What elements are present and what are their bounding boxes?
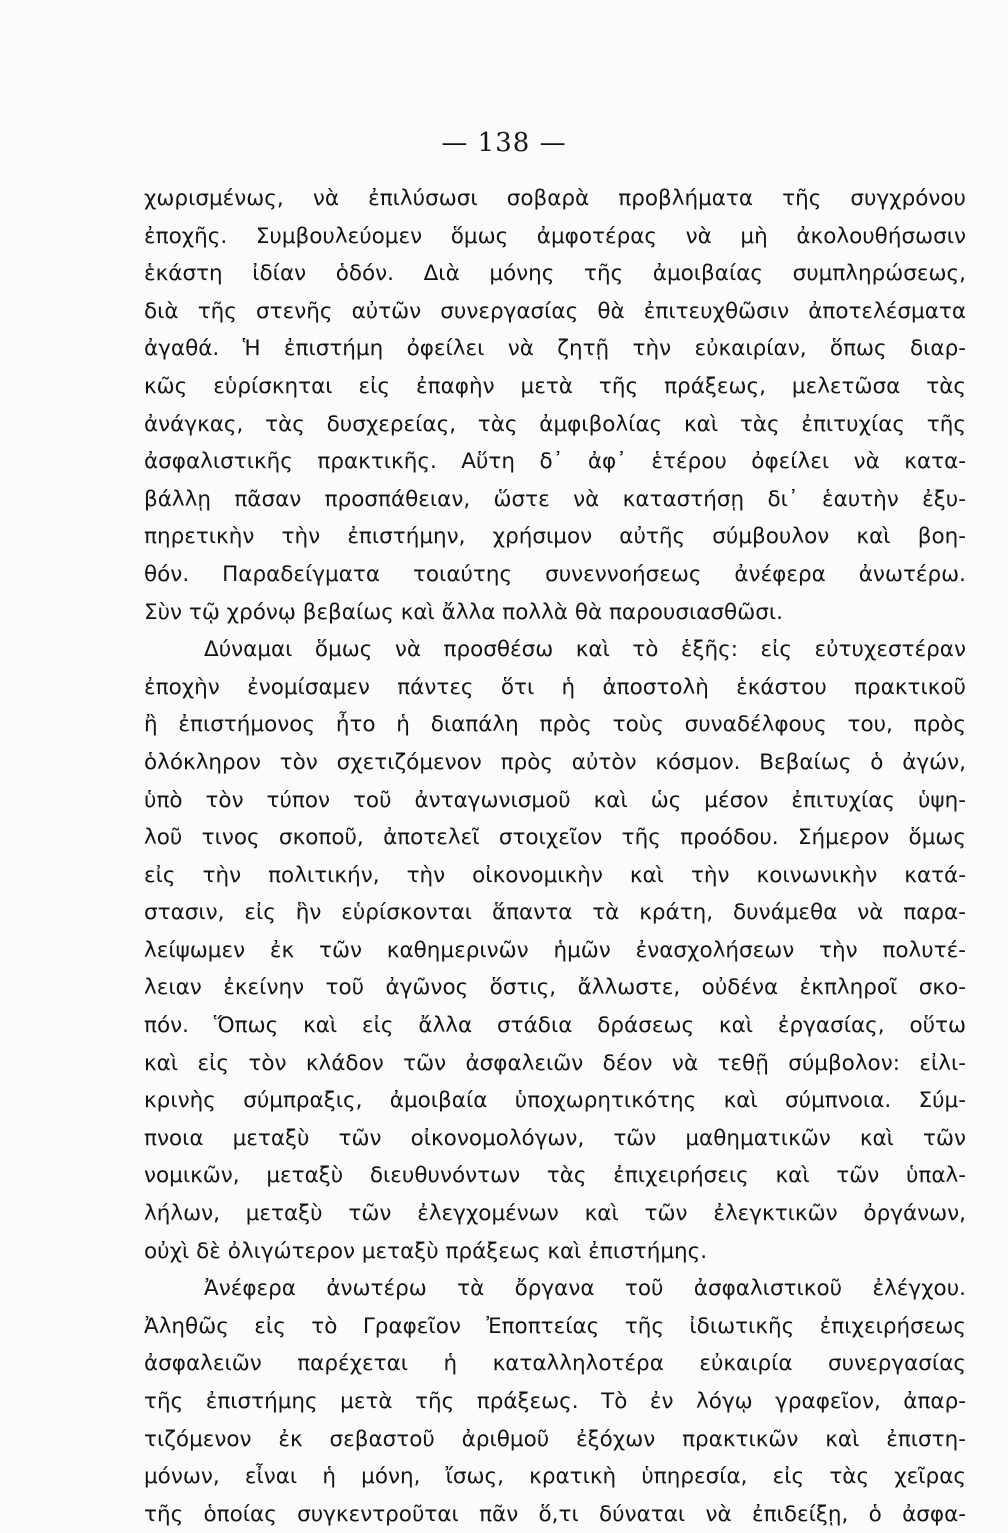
text-line: τῆς ὁποίας συγκεντροῦται πᾶν ὅ,τι δύναται νὰ ἐπιδείξῃ, ὁ ἀσφα- [144, 1501, 966, 1527]
text-line: Σὺν τῷ χρόνῳ βεβαίως καὶ ἄλλα πολλὰ θὰ παρουσιασθῶσι. [144, 599, 783, 625]
text-line: στασιν, εἰς ἣν εὑρίσκονται ἅπαντα τὰ κράτη, δυνάμεθα νὰ παρα- [144, 900, 966, 926]
body-text [144, 180, 966, 1533]
text-line: κρινὴς σύμπραξις, ἀμοιβαία ὑποχωρητικότης καὶ σύμπνοια. Σύμ- [144, 1088, 966, 1114]
text-line: ἀσφαλιστικῆς πρακτικῆς. Αὕτη δ᾽ ἀφ᾽ ἑτέρου ὀφείλει νὰ κατα- [144, 449, 966, 475]
text-line: Δύναμαι ὅμως νὰ προσθέσω καὶ τὸ ἑξῆς: εἰς εὐτυχεστέραν [204, 637, 966, 663]
text-line: χωρισμένως, νὰ ἐπιλύσωσι σοβαρὰ προβλήματα τῆς συγχρόνου [144, 186, 966, 211]
text-line: εἰς τὴν πολιτικήν, τὴν οἰκονομικὴν καὶ τὴν κοινωνικὴν κατά- [144, 862, 966, 888]
text-line: θόν. Παραδείγματα τοιαύτης συνεννοήσεως ἀνέφερα ἀνωτέρω. [144, 561, 966, 587]
text-line: λείψωμεν ἐκ τῶν καθημερινῶν ἡμῶν ἐνασχολήσεων τὴν πολυτέ- [144, 937, 966, 963]
page-number: — 138 — [441, 128, 567, 158]
text-line: ἀγαθά. Ἡ ἐπιστήμη ὀφείλει νὰ ζητῇ τὴν εὐκαιρίαν, ὅπως διαρ- [144, 336, 966, 362]
text-line: νομικῶν, μεταξὺ διευθυνόντων τὰς ἐπιχειρήσεις καὶ τῶν ὑπαλ- [144, 1163, 966, 1189]
text-line: τιζόμενον ἐκ σεβαστοῦ ἀριθμοῦ ἐξόχων πρακτικῶν καὶ ἐπιστη- [144, 1426, 966, 1452]
text-line: ἢ ἐπιστήμονος ἦτο ἡ διαπάλη πρὸς τοὺς συναδέλφους του, πρὸς [144, 712, 966, 738]
text-line: ἐποχῆς. Συμβουλεύομεν ὅμως ἀμφοτέρας νὰ μὴ ἀκολουθήσωσιν [144, 223, 966, 249]
text-line: ἐποχὴν ἐνομίσαμεν πάντες ὅτι ἡ ἀποστολὴ ἑκάστου πρακτικοῦ [144, 674, 966, 700]
text-line: ἑκάστη ἰδίαν ὁδόν. Διὰ μόνης τῆς ἀμοιβαίας συμπληρώσεως, [144, 261, 966, 287]
text-line: βάλλῃ πᾶσαν προσπάθειαν, ὥστε νὰ καταστήσῃ δι᾽ ἑαυτὴν ἐξυ- [144, 486, 966, 512]
text-line: πηρετικὴν τὴν ἐπιστήμην, χρήσιμον αὐτῆς σύμβουλον καὶ βοη- [144, 524, 966, 550]
text-line: κῶς εὑρίσκηται εἰς ἐπαφὴν μετὰ τῆς πράξεως, μελετῶσα τὰς [144, 373, 966, 399]
text-line: Ἀληθῶς εἰς τὸ Γραφεῖον Ἐποπτείας τῆς ἰδιωτικῆς ἐπιχειρήσεως [144, 1313, 966, 1339]
text-line: οὐχὶ δὲ ὀλιγώτερον μεταξὺ πράξεως καὶ ἐπιστήμης. [144, 1238, 708, 1264]
text-line: ἀνάγκας, τὰς δυσχερείας, τὰς ἀμφιβολίας καὶ τὰς ἐπιτυχίας τῆς [144, 411, 966, 437]
text-line: πόν. Ὅπως καὶ εἰς ἄλλα στάδια δράσεως καὶ ἐργασίας, οὕτω [144, 1013, 966, 1039]
text-line: ὑπὸ τὸν τύπον τοῦ ἀνταγωνισμοῦ καὶ ὡς μέσον ἐπιτυχίας ὑψη- [144, 787, 966, 813]
text-line: τῆς ἐπιστήμης μετὰ τῆς πράξεως. Τὸ ἐν λόγῳ γραφεῖον, ἀπαρ- [144, 1389, 966, 1414]
text-line: μόνων, εἶναι ἡ μόνη, ἴσως, κρατικὴ ὑπηρεσία, εἰς τὰς χεῖρας [144, 1464, 966, 1490]
text-line: λοῦ τινος σκοποῦ, ἀποτελεῖ στοιχεῖον τῆς προόδου. Σήμερον ὅμως [144, 825, 966, 851]
text-line: καὶ εἰς τὸν κλάδον τῶν ἀσφαλειῶν δέον νὰ τεθῇ σύμβολον: εἰλι- [144, 1050, 966, 1076]
text-line: ἀσφαλειῶν παρέχεται ἡ καταλληλοτέρα εὐκαιρία συνεργασίας [144, 1351, 966, 1377]
text-line: πνοια μεταξὺ τῶν οἰκονομολόγων, τῶν μαθηματικῶν καὶ τῶν [144, 1125, 966, 1151]
text-line: λειαν ἐκείνην τοῦ ἀγῶνος ὅστις, ἄλλωστε, οὐδένα ἐκπληροῖ σκο- [144, 975, 966, 1001]
text-line: λήλων, μεταξὺ τῶν ἐλεγχομένων καὶ τῶν ἐλεγκτικῶν ὀργάνων, [144, 1201, 966, 1227]
text-line: Ἀνέφερα ἀνωτέρω τὰ ὄργανα τοῦ ἀσφαλιστικοῦ ἐλέγχου. [204, 1276, 966, 1302]
text-line: ὁλόκληρον τὸν σχετιζόμενον πρὸς αὐτὸν κόσμον. Βεβαίως ὁ ἀγών, [144, 749, 966, 775]
text-line: διὰ τῆς στενῆς αὐτῶν συνεργασίας θὰ ἐπιτευχθῶσιν ἀποτελέσματα [144, 298, 966, 324]
